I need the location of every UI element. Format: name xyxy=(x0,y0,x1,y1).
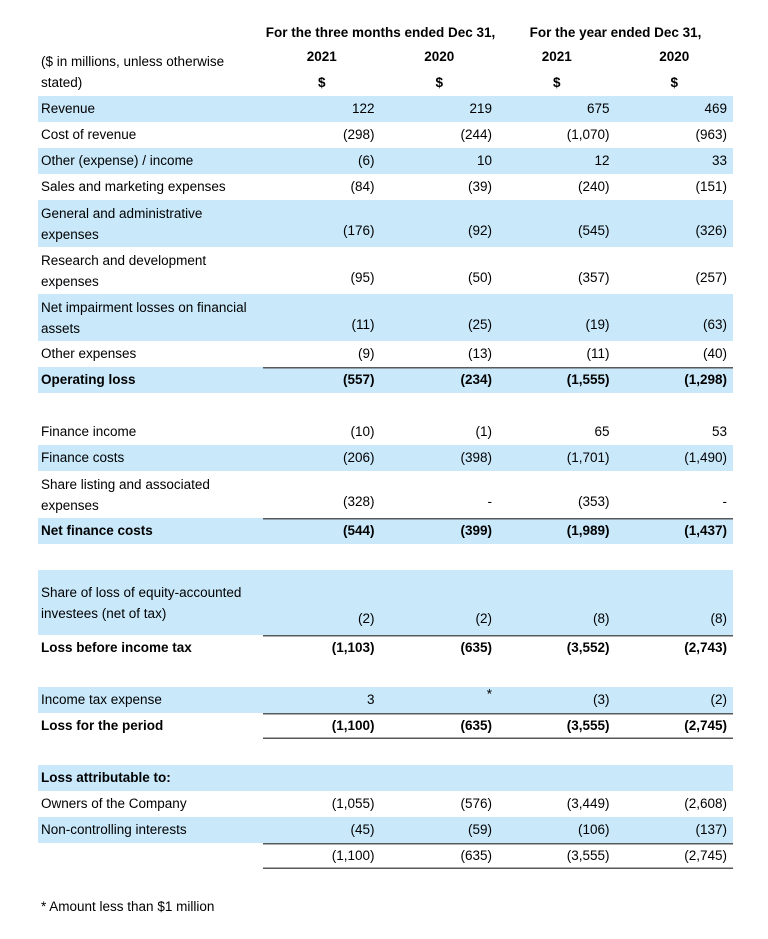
column-header-fy-2021: 2021 xyxy=(541,49,572,64)
table-row-total xyxy=(38,843,733,869)
row-value: (1,070) xyxy=(566,127,610,142)
row-value: (151) xyxy=(695,179,728,194)
table-row-total xyxy=(38,518,733,544)
table-row xyxy=(38,570,733,635)
row-value: (963) xyxy=(695,127,728,142)
row-label: Share listing and associated expenses xyxy=(41,476,210,513)
row-value: (557) xyxy=(263,367,381,393)
row-value: (2) xyxy=(381,570,499,635)
row-value: (19) xyxy=(498,294,616,341)
row-value: (106) xyxy=(498,817,616,843)
row-label: Sales and marketing expenses xyxy=(41,179,226,194)
table-row xyxy=(38,341,733,367)
row-value: (176) xyxy=(263,200,381,247)
row-label: Loss before income tax xyxy=(41,640,192,655)
row-value: (1) xyxy=(475,424,493,439)
row-value: (8) xyxy=(498,570,616,635)
row-label: Other (expense) / income xyxy=(38,148,263,174)
table-header-group-row xyxy=(38,22,733,44)
row-value: (357) xyxy=(578,270,610,285)
row-value: 65 xyxy=(594,424,610,439)
row-label: Share of loss of equity-accounted investees (net of tax) xyxy=(38,570,263,635)
row-label: Non-controlling interests xyxy=(38,817,263,843)
table-row xyxy=(38,174,733,200)
row-value: 219 xyxy=(381,96,499,122)
row-value: 675 xyxy=(498,96,616,122)
header-corner-spacer xyxy=(38,22,263,44)
group-header-three-months: For the three months ended Dec 31, xyxy=(265,25,496,40)
row-label xyxy=(38,843,263,869)
row-value: 12 xyxy=(498,148,616,174)
table-row xyxy=(38,122,733,148)
row-value: - xyxy=(487,494,493,509)
row-value: (2,745) xyxy=(616,843,734,869)
currency-header-q-2021: $ xyxy=(317,75,326,90)
row-label: Other expenses xyxy=(41,346,137,361)
row-label: General and administrative expenses xyxy=(38,200,263,247)
row-value: (59) xyxy=(381,817,499,843)
row-value: (576) xyxy=(460,796,493,811)
row-label: Revenue xyxy=(38,96,263,122)
row-value: (1,055) xyxy=(331,796,375,811)
row-value: (84) xyxy=(350,179,375,194)
table-row xyxy=(38,791,733,817)
table-row xyxy=(38,419,733,445)
stub-label: ($ in millions, unless otherwise stated) xyxy=(41,54,225,90)
row-value: (92) xyxy=(381,200,499,247)
row-value: (326) xyxy=(616,200,734,247)
row-label: Finance income xyxy=(41,424,137,439)
row-value: (1,555) xyxy=(498,367,616,393)
row-value: (545) xyxy=(498,200,616,247)
row-value: (1,100) xyxy=(263,713,381,739)
row-value: (3,555) xyxy=(498,713,616,739)
row-value: (25) xyxy=(381,294,499,341)
row-value: (50) xyxy=(468,270,493,285)
table-row-subheading xyxy=(38,765,733,791)
row-value: (1,103) xyxy=(263,635,381,661)
row-value: 10 xyxy=(381,148,499,174)
row-value: (137) xyxy=(616,817,734,843)
table-row xyxy=(38,687,733,713)
section-spacer xyxy=(38,739,733,765)
row-value: (244) xyxy=(460,127,493,142)
table-header-year-row xyxy=(38,44,733,70)
table-row xyxy=(38,247,733,294)
row-value: (2,745) xyxy=(616,713,734,739)
row-value: (240) xyxy=(578,179,610,194)
row-value: (1,701) xyxy=(498,445,616,471)
row-value: (2,743) xyxy=(616,635,734,661)
row-value xyxy=(498,765,616,791)
row-value: (206) xyxy=(263,445,381,471)
row-label: Income tax expense xyxy=(38,687,263,713)
row-label: Finance costs xyxy=(38,445,263,471)
row-value: (9) xyxy=(358,346,375,361)
row-value: (3,555) xyxy=(498,843,616,869)
row-label: Net impairment losses on financial assets xyxy=(38,294,263,341)
row-value-footnote-marker xyxy=(381,687,499,713)
row-value: (2) xyxy=(263,570,381,635)
row-value: (1,989) xyxy=(498,518,616,544)
row-value: (3,449) xyxy=(566,796,610,811)
table-row-total xyxy=(38,713,733,739)
column-header-q-2021: 2021 xyxy=(306,49,337,64)
group-header-full-year: For the year ended Dec 31, xyxy=(529,25,702,40)
asterisk-marker: * xyxy=(486,686,493,702)
row-value: (13) xyxy=(468,346,493,361)
table-row-total xyxy=(38,635,733,661)
column-header-fy-2020: 2020 xyxy=(659,49,690,64)
row-value: 33 xyxy=(616,148,734,174)
row-value: (3,552) xyxy=(498,635,616,661)
section-spacer xyxy=(38,661,733,687)
row-value: (95) xyxy=(350,270,375,285)
income-statement-table xyxy=(38,22,733,869)
section-spacer xyxy=(38,393,733,419)
row-label: Net finance costs xyxy=(38,518,263,544)
row-value: - xyxy=(722,494,728,509)
currency-header-q-2020: $ xyxy=(435,75,444,90)
footnote: * Amount less than $1 million xyxy=(41,899,215,914)
row-value: (298) xyxy=(342,127,375,142)
row-value: (257) xyxy=(695,270,728,285)
table-row xyxy=(38,817,733,843)
row-value: (353) xyxy=(578,494,610,509)
row-value: (1,437) xyxy=(616,518,734,544)
row-label: Owners of the Company xyxy=(41,796,187,811)
row-value: 122 xyxy=(263,96,381,122)
row-value: (234) xyxy=(381,367,499,393)
currency-header-fy-2020: $ xyxy=(670,75,679,90)
row-value: 469 xyxy=(616,96,734,122)
row-value: 53 xyxy=(712,424,728,439)
row-value: (40) xyxy=(703,346,728,361)
table-row xyxy=(38,294,733,341)
row-value: (39) xyxy=(468,179,493,194)
row-value: (10) xyxy=(350,424,375,439)
row-value: (635) xyxy=(381,843,499,869)
table-row xyxy=(38,471,733,518)
row-value: (63) xyxy=(616,294,734,341)
row-label: Operating loss xyxy=(38,367,263,393)
row-value xyxy=(616,765,734,791)
row-label: Loss attributable to: xyxy=(38,765,263,791)
table-row xyxy=(38,148,733,174)
row-value: (1,100) xyxy=(263,843,381,869)
row-value: (399) xyxy=(381,518,499,544)
table-row xyxy=(38,96,733,122)
table-row xyxy=(38,200,733,247)
row-value: (398) xyxy=(381,445,499,471)
row-value xyxy=(263,765,381,791)
row-label: Loss for the period xyxy=(41,718,164,733)
row-value: (1,490) xyxy=(616,445,734,471)
row-label: Research and development expenses xyxy=(41,252,207,289)
table-row xyxy=(38,445,733,471)
row-value: (8) xyxy=(616,570,734,635)
row-value: (635) xyxy=(381,635,499,661)
row-value: (11) xyxy=(586,346,610,361)
row-value: (45) xyxy=(263,817,381,843)
row-value: (328) xyxy=(342,494,375,509)
row-value: (11) xyxy=(263,294,381,341)
row-value: (1,298) xyxy=(616,367,734,393)
table-row-total xyxy=(38,367,733,393)
row-label: Cost of revenue xyxy=(41,127,137,142)
row-value: (3) xyxy=(498,687,616,713)
row-value: (2) xyxy=(616,687,734,713)
row-value: 3 xyxy=(263,687,381,713)
section-spacer xyxy=(38,544,733,570)
currency-header-fy-2021: $ xyxy=(553,75,561,90)
column-header-q-2020: 2020 xyxy=(424,49,455,64)
row-value xyxy=(381,765,499,791)
row-value: (2,608) xyxy=(684,796,728,811)
row-value: (6) xyxy=(263,148,381,174)
row-value: (544) xyxy=(263,518,381,544)
row-value: (635) xyxy=(381,713,499,739)
